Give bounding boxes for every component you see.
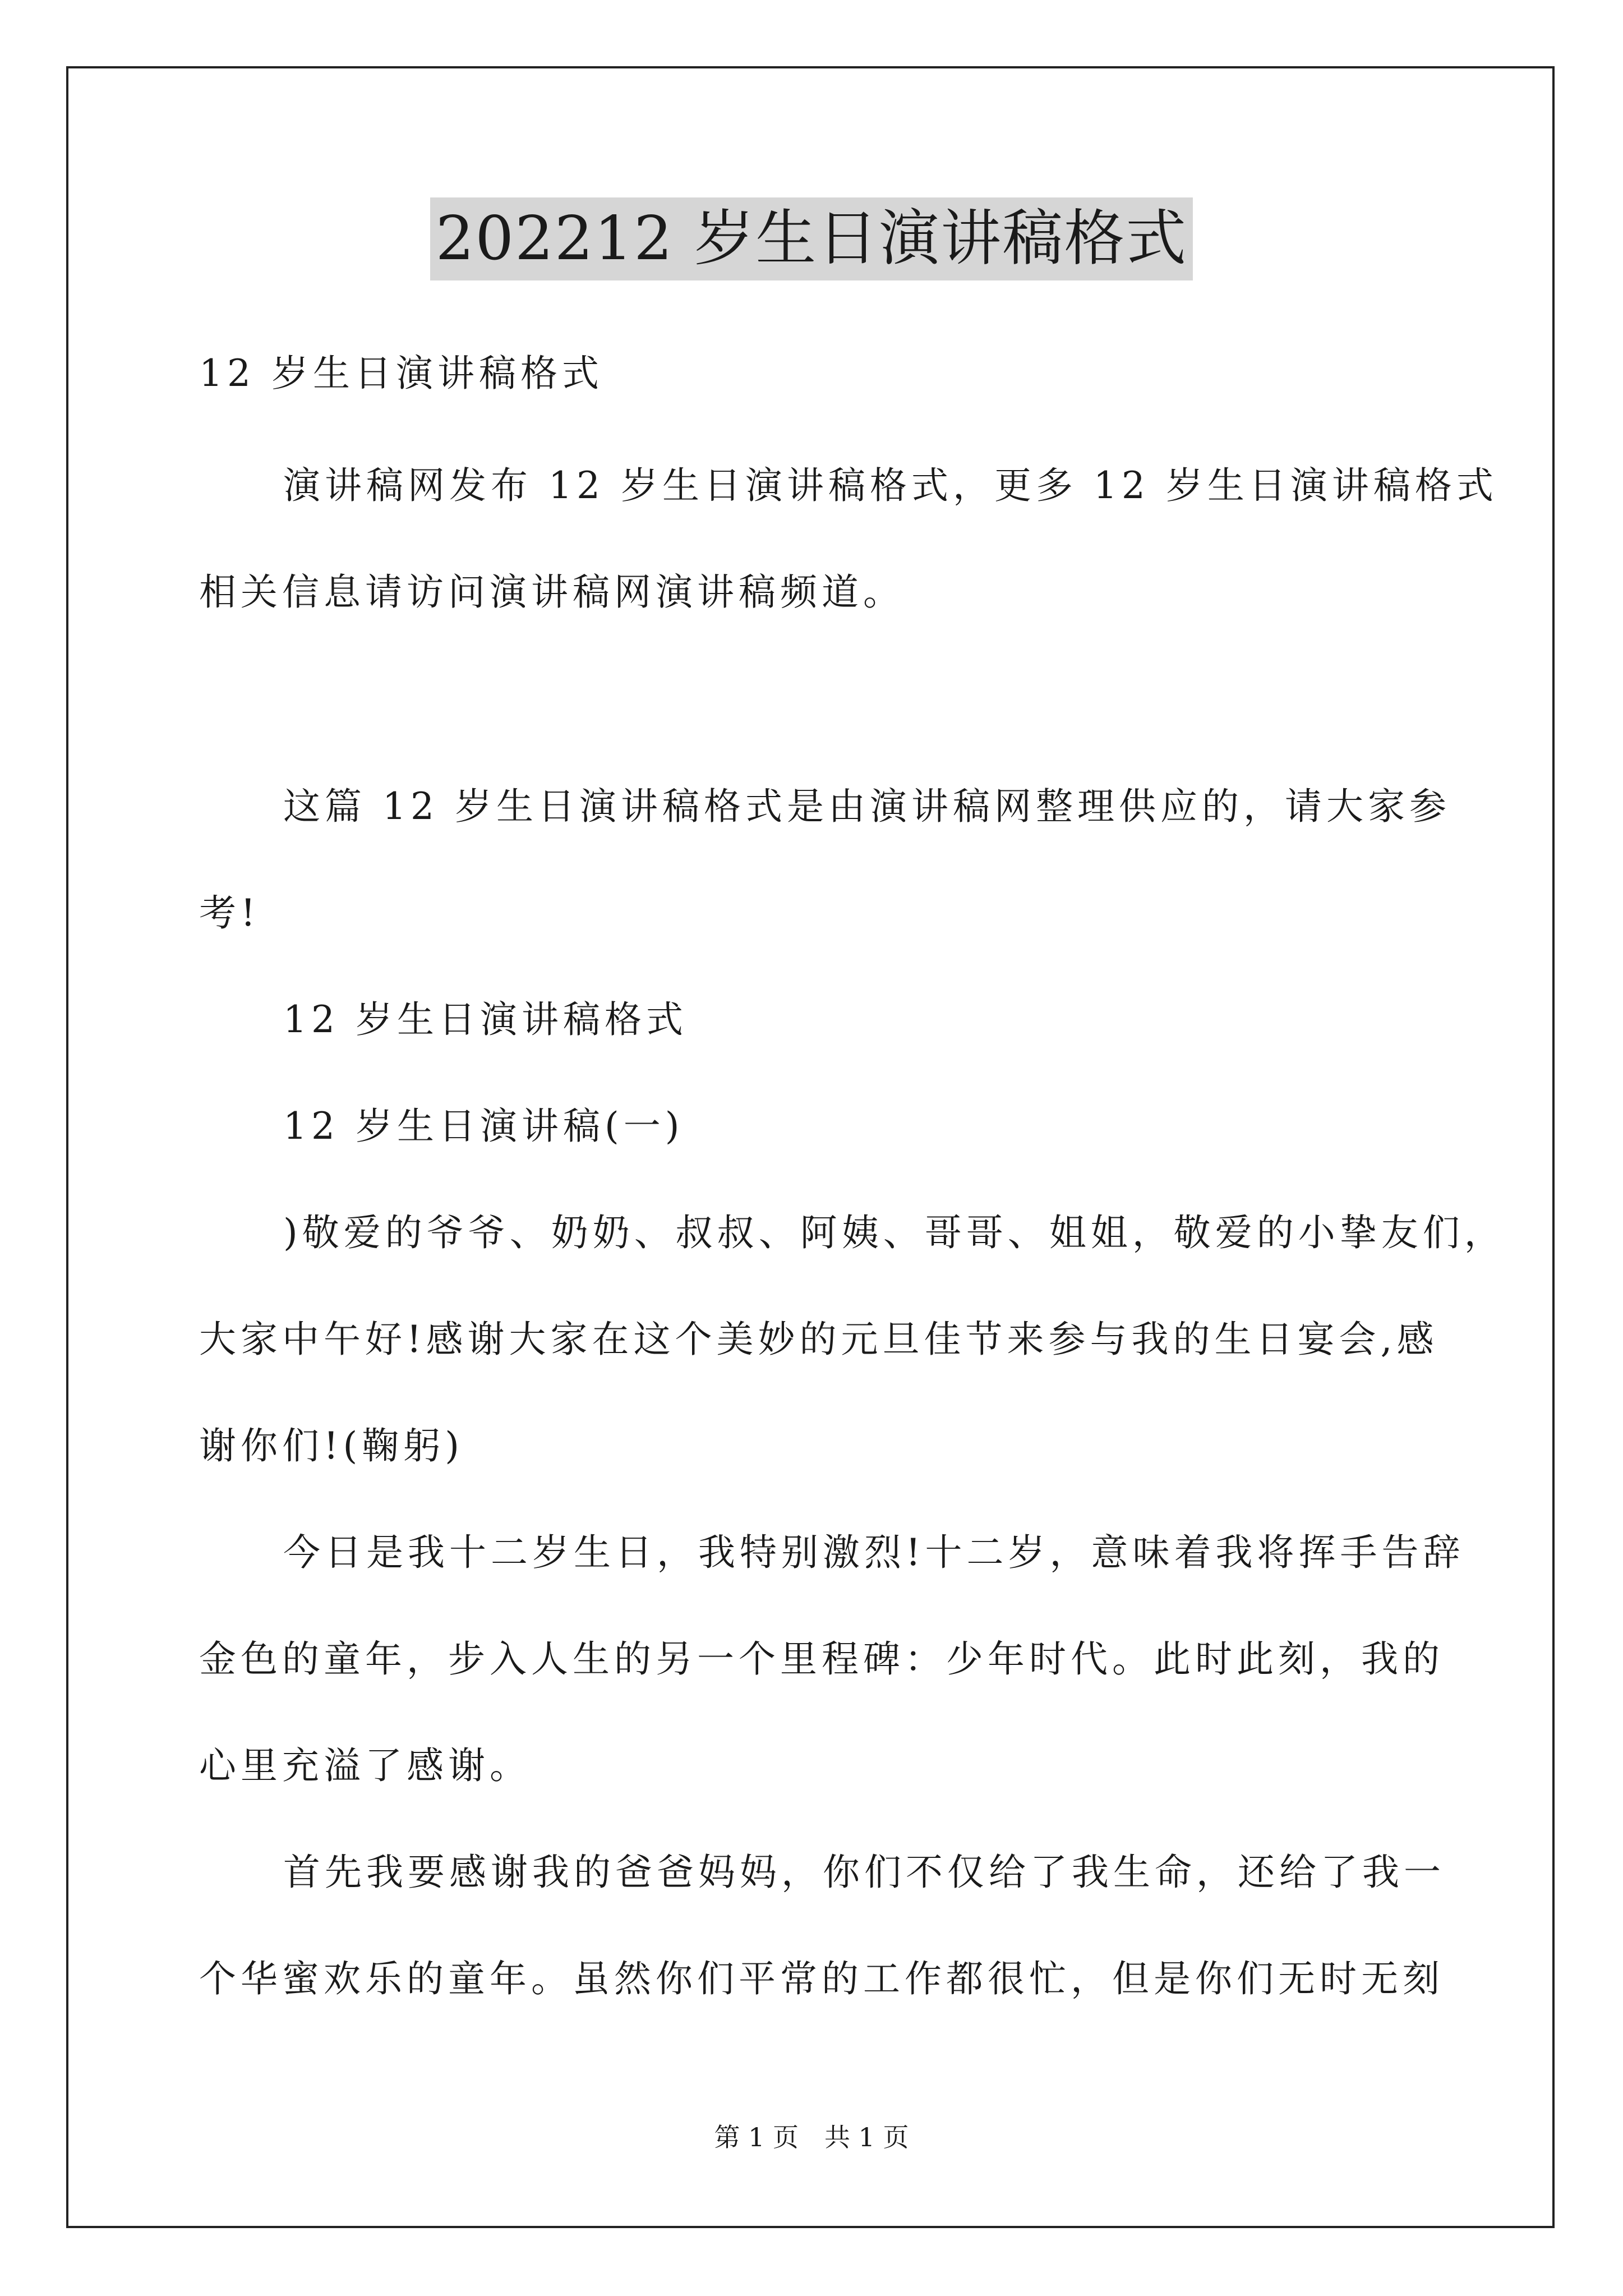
- paragraph-line: 12 岁生日演讲稿格式: [283, 998, 688, 1041]
- paragraph-line: 相关信息请访问演讲稿网演讲稿频道。: [199, 570, 905, 614]
- paragraph-line: 12 岁生日演讲稿(一): [283, 1105, 684, 1148]
- paragraph-line: 谢你们!(鞠躬): [199, 1424, 464, 1467]
- paragraph-line: 个华蜜欢乐的童年。虽然你们平常的工作都很忙，但是你们无时无刻: [199, 1957, 1444, 2000]
- paragraph-line: 考!: [199, 891, 260, 935]
- title-container: [0, 197, 1623, 280]
- paragraph-line: 今日是我十二岁生日，我特别激烈!十二岁，意味着我将挥手告辞: [283, 1531, 1465, 1574]
- section-heading: 12 岁生日演讲稿格式: [199, 352, 603, 395]
- document-title: 202212 岁生日演讲稿格式: [430, 197, 1193, 280]
- paragraph-line: 金色的童年，步入人生的另一个里程碑：少年时代。此时此刻，我的: [199, 1637, 1444, 1681]
- paragraph-line: 首先我要感谢我的爸爸妈妈，你们不仅给了我生命，还给了我一: [283, 1851, 1445, 1894]
- paragraph-line: 大家中午好!感谢大家在这个美妙的元旦佳节来参与我的生日宴会,感: [199, 1318, 1438, 1361]
- paragraph-line: 心里充溢了感谢。: [199, 1744, 531, 1787]
- paragraph-line: 演讲稿网发布 12 岁生日演讲稿格式，更多 12 岁生日演讲稿格式: [283, 464, 1498, 507]
- paragraph-line: )敬爱的爷爷、奶奶、叔叔、阿姨、哥哥、姐姐，敬爱的小挚友们，: [283, 1211, 1506, 1254]
- page-number-footer: 第 1 页 共 1 页: [714, 2122, 909, 2152]
- paragraph-line: 这篇 12 岁生日演讲稿格式是由演讲稿网整理供应的，请大家参: [283, 785, 1451, 828]
